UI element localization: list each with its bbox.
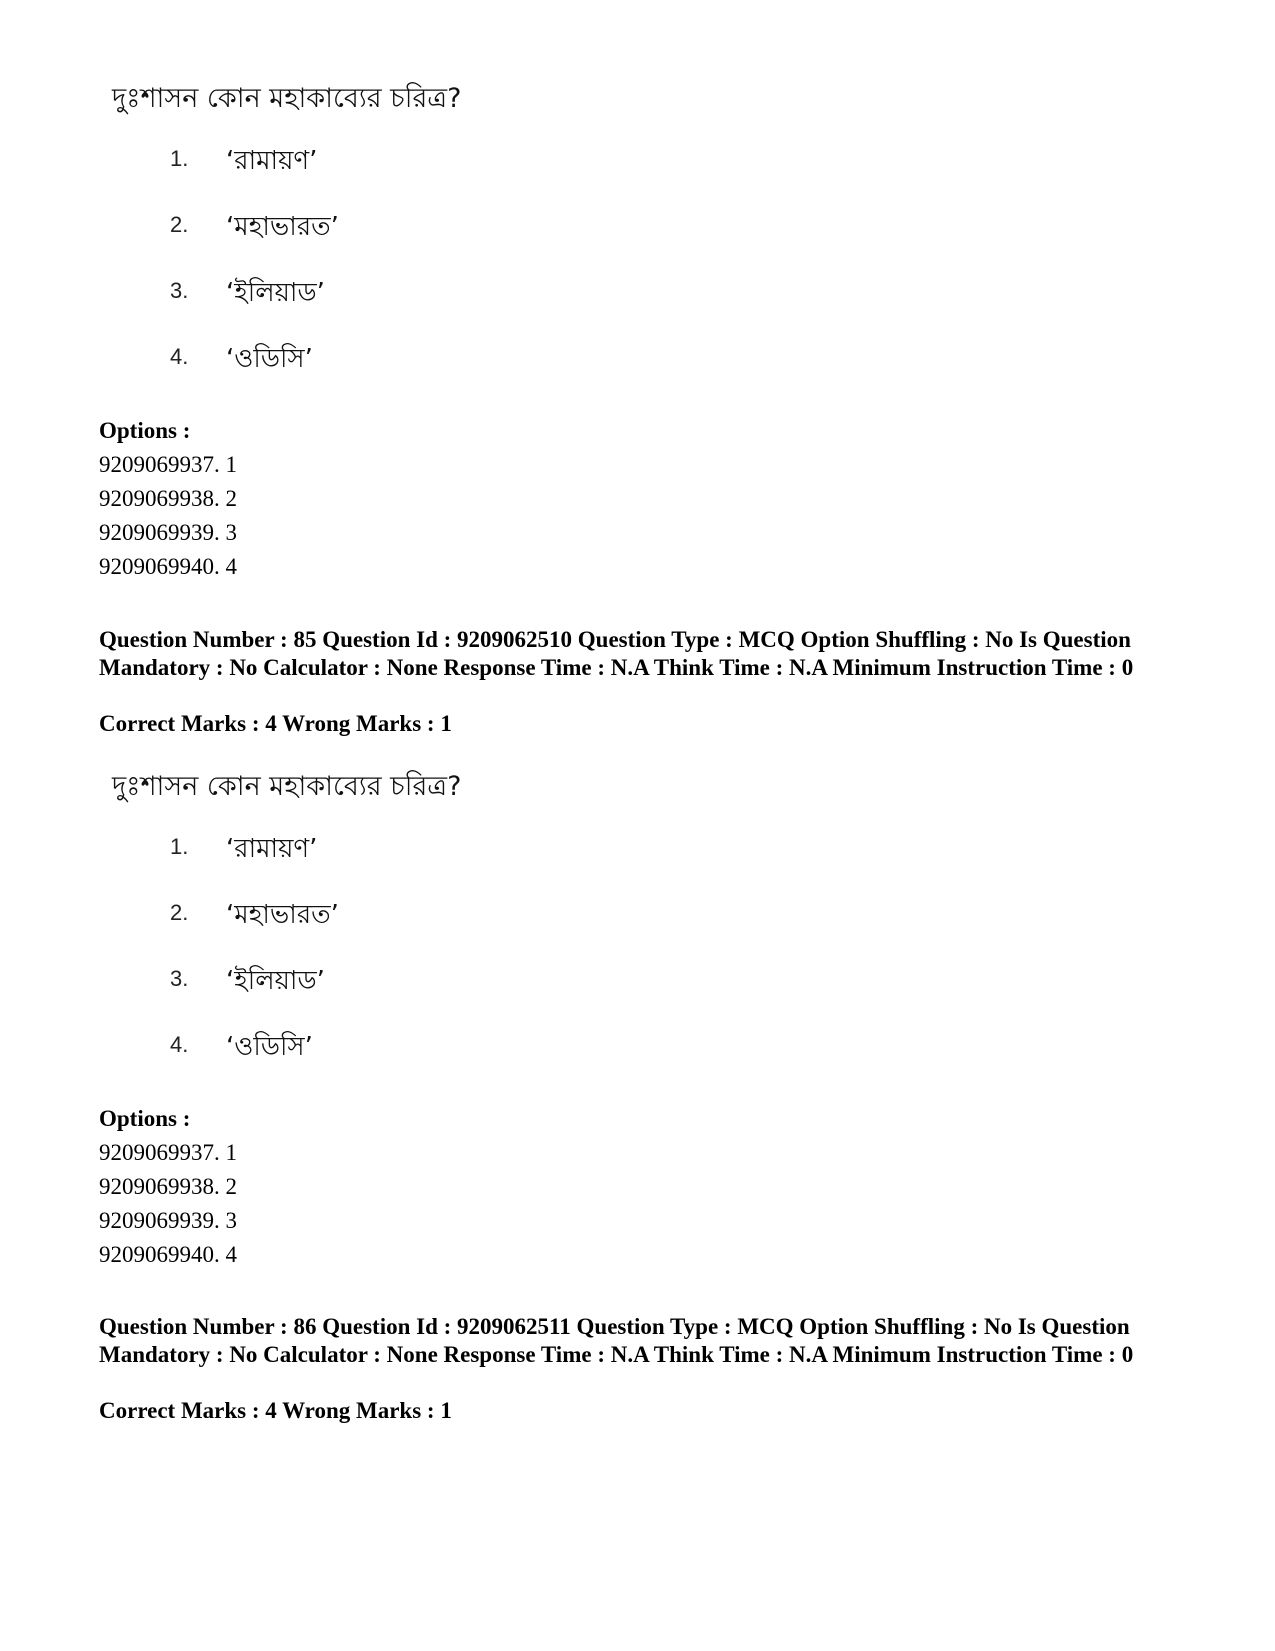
option-text: ‘রামায়ণ’ bbox=[226, 834, 318, 864]
option-text: ‘ইলিয়াড’ bbox=[226, 278, 325, 308]
option-text: ‘ইলিয়াড’ bbox=[226, 966, 325, 996]
option-item: 9209069938. 2 bbox=[99, 1174, 237, 1199]
options-list bbox=[99, 414, 237, 584]
option-item: 9209069939. 3 bbox=[99, 520, 237, 545]
option-text: ‘মহাভারত’ bbox=[226, 900, 339, 930]
option-text: ‘মহাভারত’ bbox=[226, 212, 339, 242]
question-marks: Correct Marks : 4 Wrong Marks : 1 bbox=[99, 1398, 452, 1423]
option-number: 4. bbox=[170, 344, 189, 369]
question-text: দুঃশাসন কোন মহাকাব্যের চরিত্র? bbox=[112, 83, 462, 114]
option-text: ‘ওডিসি’ bbox=[226, 344, 313, 374]
option-text: ‘ওডিসি’ bbox=[226, 1032, 313, 1062]
option-item: 9209069939. 3 bbox=[99, 1208, 237, 1233]
question-image bbox=[108, 78, 668, 378]
options-label: Options : bbox=[99, 418, 191, 443]
option-item: 9209069940. 4 bbox=[99, 554, 237, 579]
options-label: Options : bbox=[99, 1106, 191, 1131]
question-image bbox=[108, 766, 668, 1066]
option-item: 9209069938. 2 bbox=[99, 486, 237, 511]
option-item: 9209069937. 1 bbox=[99, 452, 237, 477]
question-marks: Correct Marks : 4 Wrong Marks : 1 bbox=[99, 711, 452, 736]
option-number: 4. bbox=[170, 1032, 189, 1057]
question-metadata: Question Number : 86 Question Id : 9209062511 Question Type : MCQ Option Shuffling : No Is Question Mandatory : No Calculator : None Response Time : N.A Think Time : N.A Minimum Instruction Time : 0 bbox=[99, 1314, 1134, 1367]
options-list bbox=[99, 1102, 237, 1272]
option-number: 3. bbox=[170, 278, 189, 303]
option-number: 1. bbox=[170, 146, 189, 171]
option-number: 2. bbox=[170, 900, 189, 925]
option-number: 2. bbox=[170, 212, 189, 237]
option-item: 9209069937. 1 bbox=[99, 1140, 237, 1165]
option-item: 9209069940. 4 bbox=[99, 1242, 237, 1267]
option-number: 1. bbox=[170, 834, 189, 859]
option-number: 3. bbox=[170, 966, 189, 991]
option-text: ‘রামায়ণ’ bbox=[226, 146, 318, 176]
question-text: দুঃশাসন কোন মহাকাব্যের চরিত্র? bbox=[112, 771, 462, 802]
question-metadata: Question Number : 85 Question Id : 9209062510 Question Type : MCQ Option Shuffling : No Is Question Mandatory : No Calculator : None Response Time : N.A Think Time : N.A Minimum Instruction Time : 0 bbox=[99, 627, 1134, 680]
